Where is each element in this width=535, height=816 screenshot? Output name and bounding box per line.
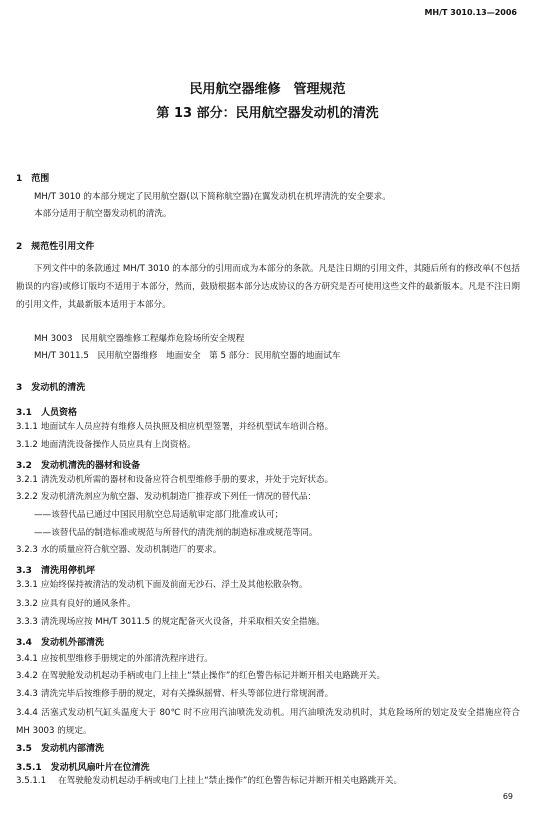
clause-3-4-3 [16, 686, 333, 704]
clause-number: 3.3.3 [16, 617, 38, 627]
clause-text: 清洗现场应按 MH/T 3011.5 的规定配备灭火设备，并采取相关安全措施。 [41, 617, 325, 627]
clause-text: 发动机清洗剂应为航空器、发动机制造厂推荐或下列任一情况的替代品： [41, 492, 317, 502]
clause-3-2-2 [16, 489, 316, 507]
clause-text: 活塞式发动机气缸头温度大于 80℃ 时不应用汽油喷洗发动机。用汽油喷洗发动机时，其危险场所的划定及安全措施应符合 MH 3003 的规定。 [16, 708, 520, 736]
clause-number: 3.4.2 [16, 671, 38, 681]
clause-number: 3.5.1.1 [16, 776, 47, 786]
clause-text: 应按机型维修手册规定的外部清洗程序进行。 [41, 654, 213, 664]
clause-text: 清洗完毕后按维修手册的规定，对有关操纵摇臂、杆头等部位进行常规润滑。 [41, 689, 334, 699]
clause-3-2-3 [16, 542, 221, 560]
section-3-5-heading: 3.5 发动机内部清洗 [16, 744, 104, 754]
clause-text: 地面清洗设备操作人员应具有上岗资格。 [41, 440, 196, 450]
clause-3-4-4 [16, 704, 520, 740]
clause-number: 3.2.2 [16, 492, 38, 502]
clause-3-3-1 [16, 577, 307, 595]
dash-item-1: ——该替代品已通过中国民用航空总局适航审定部门批准或认可； [34, 510, 284, 520]
section-3-2-heading: 3.2 发动机清洗的器材和设备 [16, 461, 140, 471]
clause-text: 清洗发动机所需的器材和设备应符合机型维修手册的要求，并处于完好状态。 [41, 475, 334, 485]
clause-text: 水的质量应符合航空器、发动机制造厂的要求。 [41, 545, 222, 555]
clause-number: 3.1.1 [16, 422, 38, 432]
clause-3-3-3 [16, 614, 325, 632]
section-3-5-1-heading: 3.5.1 发动机风扇叶片在位清洗 [16, 763, 150, 773]
section-3-heading: 3 发动机的清洗 [16, 383, 86, 393]
title-line-2: 第 13 部分：民用航空器发动机的清洗 [156, 106, 379, 121]
section-2-para: 下列文件中的条款通过 MH/T 3010 的本部分的引用而成为本部分的条款。凡是注日期的引用文件，其随后所有的修改单(不包括勘误的内容)或修订版均不适用于本部分，然而，鼓励根据本部分达成协议的各方研究是否可使用这些文件的最新版本。凡是不注日期的引用文件，其最新版本适用于本部分。 [16, 264, 520, 310]
clause-number: 3.2.3 [16, 545, 38, 555]
section-1-para-1: MH/T 3010 的本部分规定了民用航空器(以下简称航空器)在翼发动机在机坪清洗的安全要求。 [34, 192, 391, 202]
clause-3-4-1 [16, 651, 213, 669]
clause-3-1-2 [16, 437, 196, 455]
clause-number: 3.1.2 [16, 440, 38, 450]
page-number: 69 [502, 792, 513, 801]
clause-number: 3.3.1 [16, 580, 38, 590]
clause-number: 3.4.1 [16, 654, 38, 664]
title-line-1: 民用航空器维修 管理规范 [189, 82, 346, 97]
section-2-heading: 2 规范性引用文件 [16, 242, 95, 252]
reference-1: MH 3003 民用航空器维修工程爆炸危险场所安全规程 [34, 334, 245, 344]
section-3-4-heading: 3.4 发动机外部清洗 [16, 638, 104, 648]
clause-number: 3.4.3 [16, 689, 38, 699]
clause-text: 应始终保持被清洁的发动机下面及前面无沙石、浮土及其他松散杂物。 [41, 580, 308, 590]
clause-3-1-1 [16, 419, 333, 437]
clause-3-5-1-1 [16, 773, 402, 791]
reference-2: MH/T 3011.5 民用航空器维修 地面安全 第 5 部分：民用航空器的地面试车 [34, 351, 341, 361]
clause-number: 3.3.2 [16, 599, 38, 609]
dash-item-2: ——该替代品的制造标准或规范与所替代的清洗剂的制造标准或规范等同。 [34, 528, 318, 538]
section-1-para-2: 本部分适用于航空器发动机的清洗。 [34, 209, 172, 219]
clause-number: 3.4.4 [16, 708, 38, 718]
clause-text: 在驾驶舱发动机起动手柄或电门上挂上“禁止操作”的红色警告标记并断开相关电路跳开关。 [58, 776, 403, 786]
section-3-1-heading: 3.1 人员资格 [16, 408, 77, 418]
clause-text: 地面试车人员应持有维修人员执照及相应机型签署，并经机型试车培训合格。 [41, 422, 334, 432]
clause-text: 应具有良好的通风条件。 [41, 599, 136, 609]
clause-3-4-2 [16, 668, 385, 686]
section-3-3-heading: 3.3 清洗用停机坪 [16, 566, 95, 576]
clause-3-3-2 [16, 596, 136, 614]
section-1-heading: 1 范围 [16, 174, 50, 184]
document-code: MH/T 3010.13—2006 [424, 8, 517, 17]
clause-text: 在驾驶舱发动机起动手柄或电门上挂上“禁止操作”的红色警告标记并断开相关电路跳开关。 [41, 671, 386, 681]
clause-number: 3.2.1 [16, 475, 38, 485]
clause-3-2-1 [16, 472, 333, 490]
